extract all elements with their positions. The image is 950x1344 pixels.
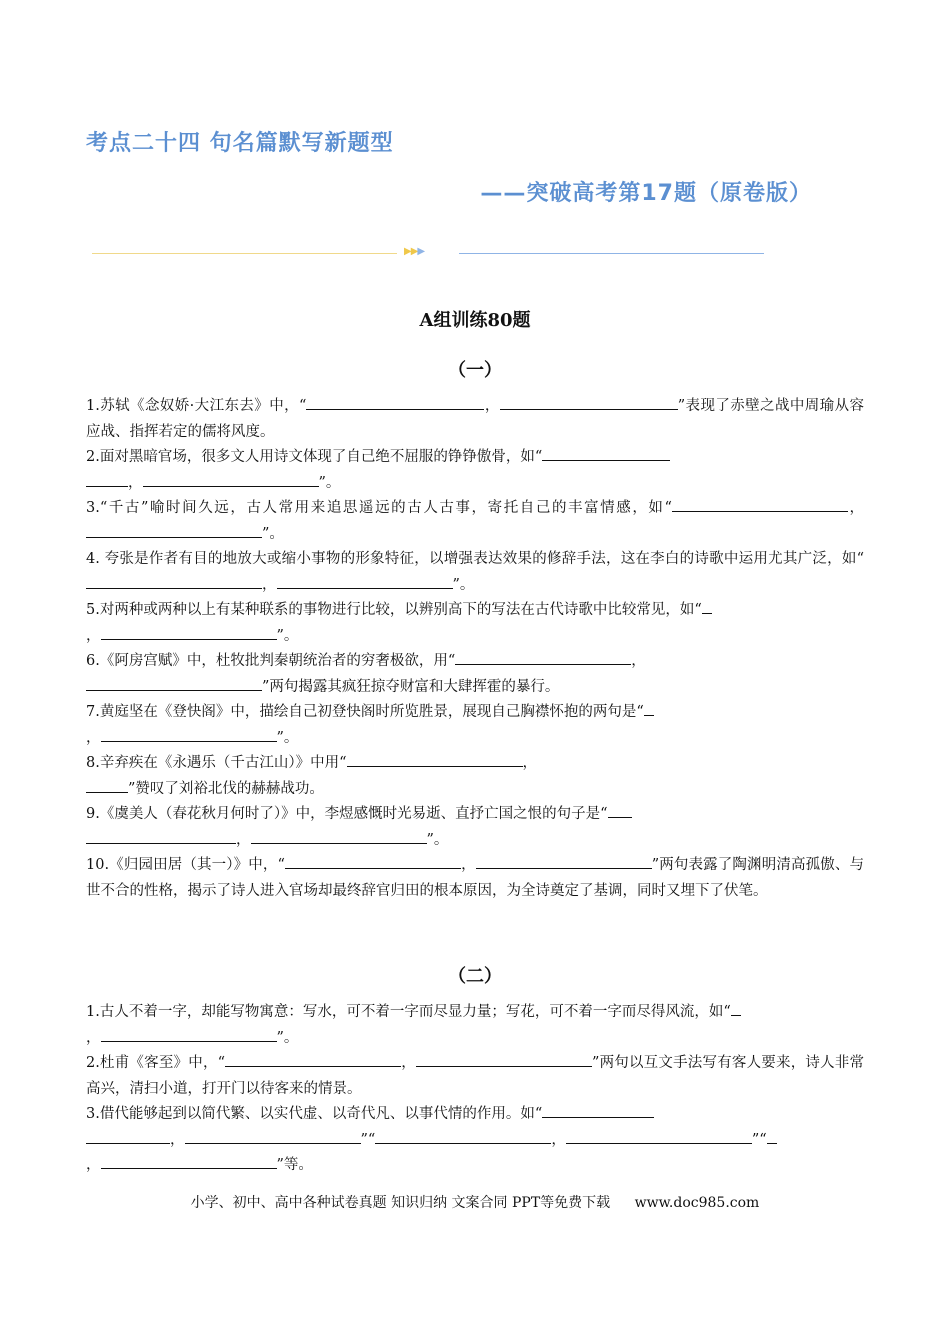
answer-blank[interactable] bbox=[277, 573, 453, 589]
part2-questions bbox=[86, 1000, 864, 1179]
question-1-3: 3.“千古”喻时间久远，古人常用来追思遥远的古人古事，寄托自己的丰富情感，如“ ，”。 bbox=[86, 496, 864, 547]
answer-blank[interactable] bbox=[672, 496, 848, 512]
question-2-3: 3.借代能够起到以简代繁、以实代虚、以奇代凡、以事代情的作用。如“ ， ”“ ， ”“ ， ”等。 bbox=[86, 1102, 864, 1179]
answer-blank[interactable] bbox=[143, 471, 319, 487]
answer-blank[interactable] bbox=[86, 573, 262, 589]
answer-blank[interactable] bbox=[542, 1102, 654, 1118]
answer-blank[interactable] bbox=[455, 649, 631, 665]
answer-blank[interactable] bbox=[566, 1128, 752, 1144]
answer-blank[interactable] bbox=[86, 675, 262, 691]
question-1-5: 5.对两种或两种以上有某种联系的事物进行比较，以辨别高下的写法在古代诗歌中比较常见，如“ ， ”。 bbox=[86, 598, 864, 649]
question-1-9: 9.《虞美人（春花秋月何时了）》中，李煜感慨时光易逝、直抒亡国之恨的句子是“ ， ”。 bbox=[86, 802, 864, 853]
answer-blank[interactable] bbox=[101, 726, 277, 742]
question-1-10: 10.《归园田居（其一）》中，“ ， ”两句表露了陶渊明清高孤傲、与世不合的性格，揭示了诗人进入官场却最终辞官归田的根本原因，为全诗奠定了基调，同时又埋下了伏笔。 bbox=[86, 853, 864, 904]
doc-title: 考点二十四 句名篇默写新题型 bbox=[86, 131, 394, 156]
answer-blank[interactable] bbox=[285, 853, 461, 869]
question-1-2: 2.面对黑暗官场，很多文人用诗文体现了自己绝不屈服的铮铮傲骨，如“ ， ”。 bbox=[86, 445, 864, 496]
answer-blank[interactable] bbox=[86, 522, 262, 538]
answer-blank[interactable] bbox=[375, 1128, 551, 1144]
answer-blank[interactable] bbox=[702, 598, 712, 614]
answer-blank[interactable] bbox=[306, 394, 484, 410]
footer-link[interactable]: www.doc985.com bbox=[634, 1195, 760, 1211]
answer-blank[interactable] bbox=[101, 1026, 277, 1042]
answer-blank[interactable] bbox=[608, 802, 632, 818]
answer-blank[interactable] bbox=[101, 1153, 277, 1169]
page-footer bbox=[0, 1192, 950, 1212]
answer-blank[interactable] bbox=[767, 1128, 777, 1144]
answer-blank[interactable] bbox=[86, 471, 128, 487]
part1-questions bbox=[86, 394, 864, 904]
answer-blank[interactable] bbox=[542, 445, 670, 461]
question-1-7: 7.黄庭坚在《登快阁》中，描绘自己初登快阁时所览胜景，展现自己胸襟怀抱的两句是“ ， ”。 bbox=[86, 700, 864, 751]
part2-title: （二） bbox=[448, 966, 502, 987]
answer-blank[interactable] bbox=[86, 1128, 170, 1144]
answer-blank[interactable] bbox=[101, 624, 277, 640]
question-2-2: 2.杜甫《客至》中，“ ， ”两句以互文手法写有客人要来，诗人非常高兴，清扫小道，打开门以待客来的情景。 bbox=[86, 1051, 864, 1102]
question-2-1: 1.古人不着一字，却能写物寓意：写水，可不着一字而尽显力量；写花，可不着一字而尽得风流，如“ ， ”。 bbox=[86, 1000, 864, 1051]
part1-title: （一） bbox=[448, 360, 502, 381]
answer-blank[interactable] bbox=[251, 828, 427, 844]
arrow-icon: ▶▶▶ bbox=[404, 246, 425, 257]
answer-blank[interactable] bbox=[731, 1000, 741, 1016]
question-1-4: 4. 夸张是作者有目的地放大或缩小事物的形象特征，以增强表达效果的修辞手法，这在李白的诗歌中运用尤其广泛，如“， ”。 bbox=[86, 551, 864, 593]
doc-subtitle: ——突破高考第17题（原卷版） bbox=[480, 181, 812, 206]
answer-blank[interactable] bbox=[500, 394, 678, 410]
question-1-1: 1.苏轼《念奴娇·大江东去》中，“ ， ”表现了赤壁之战中周瑜从容应战、指挥若定的儒将风度。 bbox=[86, 394, 864, 445]
answer-blank[interactable] bbox=[185, 1128, 361, 1144]
answer-blank[interactable] bbox=[225, 1051, 401, 1067]
question-1-6: 6.《阿房宫赋》中，杜牧批判秦朝统治者的穷奢极欲，用“ ， ”两句揭露其疯狂掠夺财富和大肆挥霍的暴行。 bbox=[86, 649, 864, 700]
answer-blank[interactable] bbox=[86, 828, 236, 844]
answer-blank[interactable] bbox=[476, 853, 652, 869]
answer-blank[interactable] bbox=[86, 777, 128, 793]
answer-blank[interactable] bbox=[644, 700, 654, 716]
answer-blank[interactable] bbox=[416, 1051, 592, 1067]
decorative-divider bbox=[92, 248, 764, 260]
group-title: A组训练80题 bbox=[419, 310, 531, 331]
footer-text: 小学、初中、高中各种试卷真题 知识归纳 文案合同 PPT等免费下载 bbox=[190, 1195, 611, 1211]
answer-blank[interactable] bbox=[347, 751, 523, 767]
question-1-8: 8.辛弃疾在《永遇乐（千古江山）》中用“ ， ”赞叹了刘裕北伐的赫赫战功。 bbox=[86, 751, 864, 802]
